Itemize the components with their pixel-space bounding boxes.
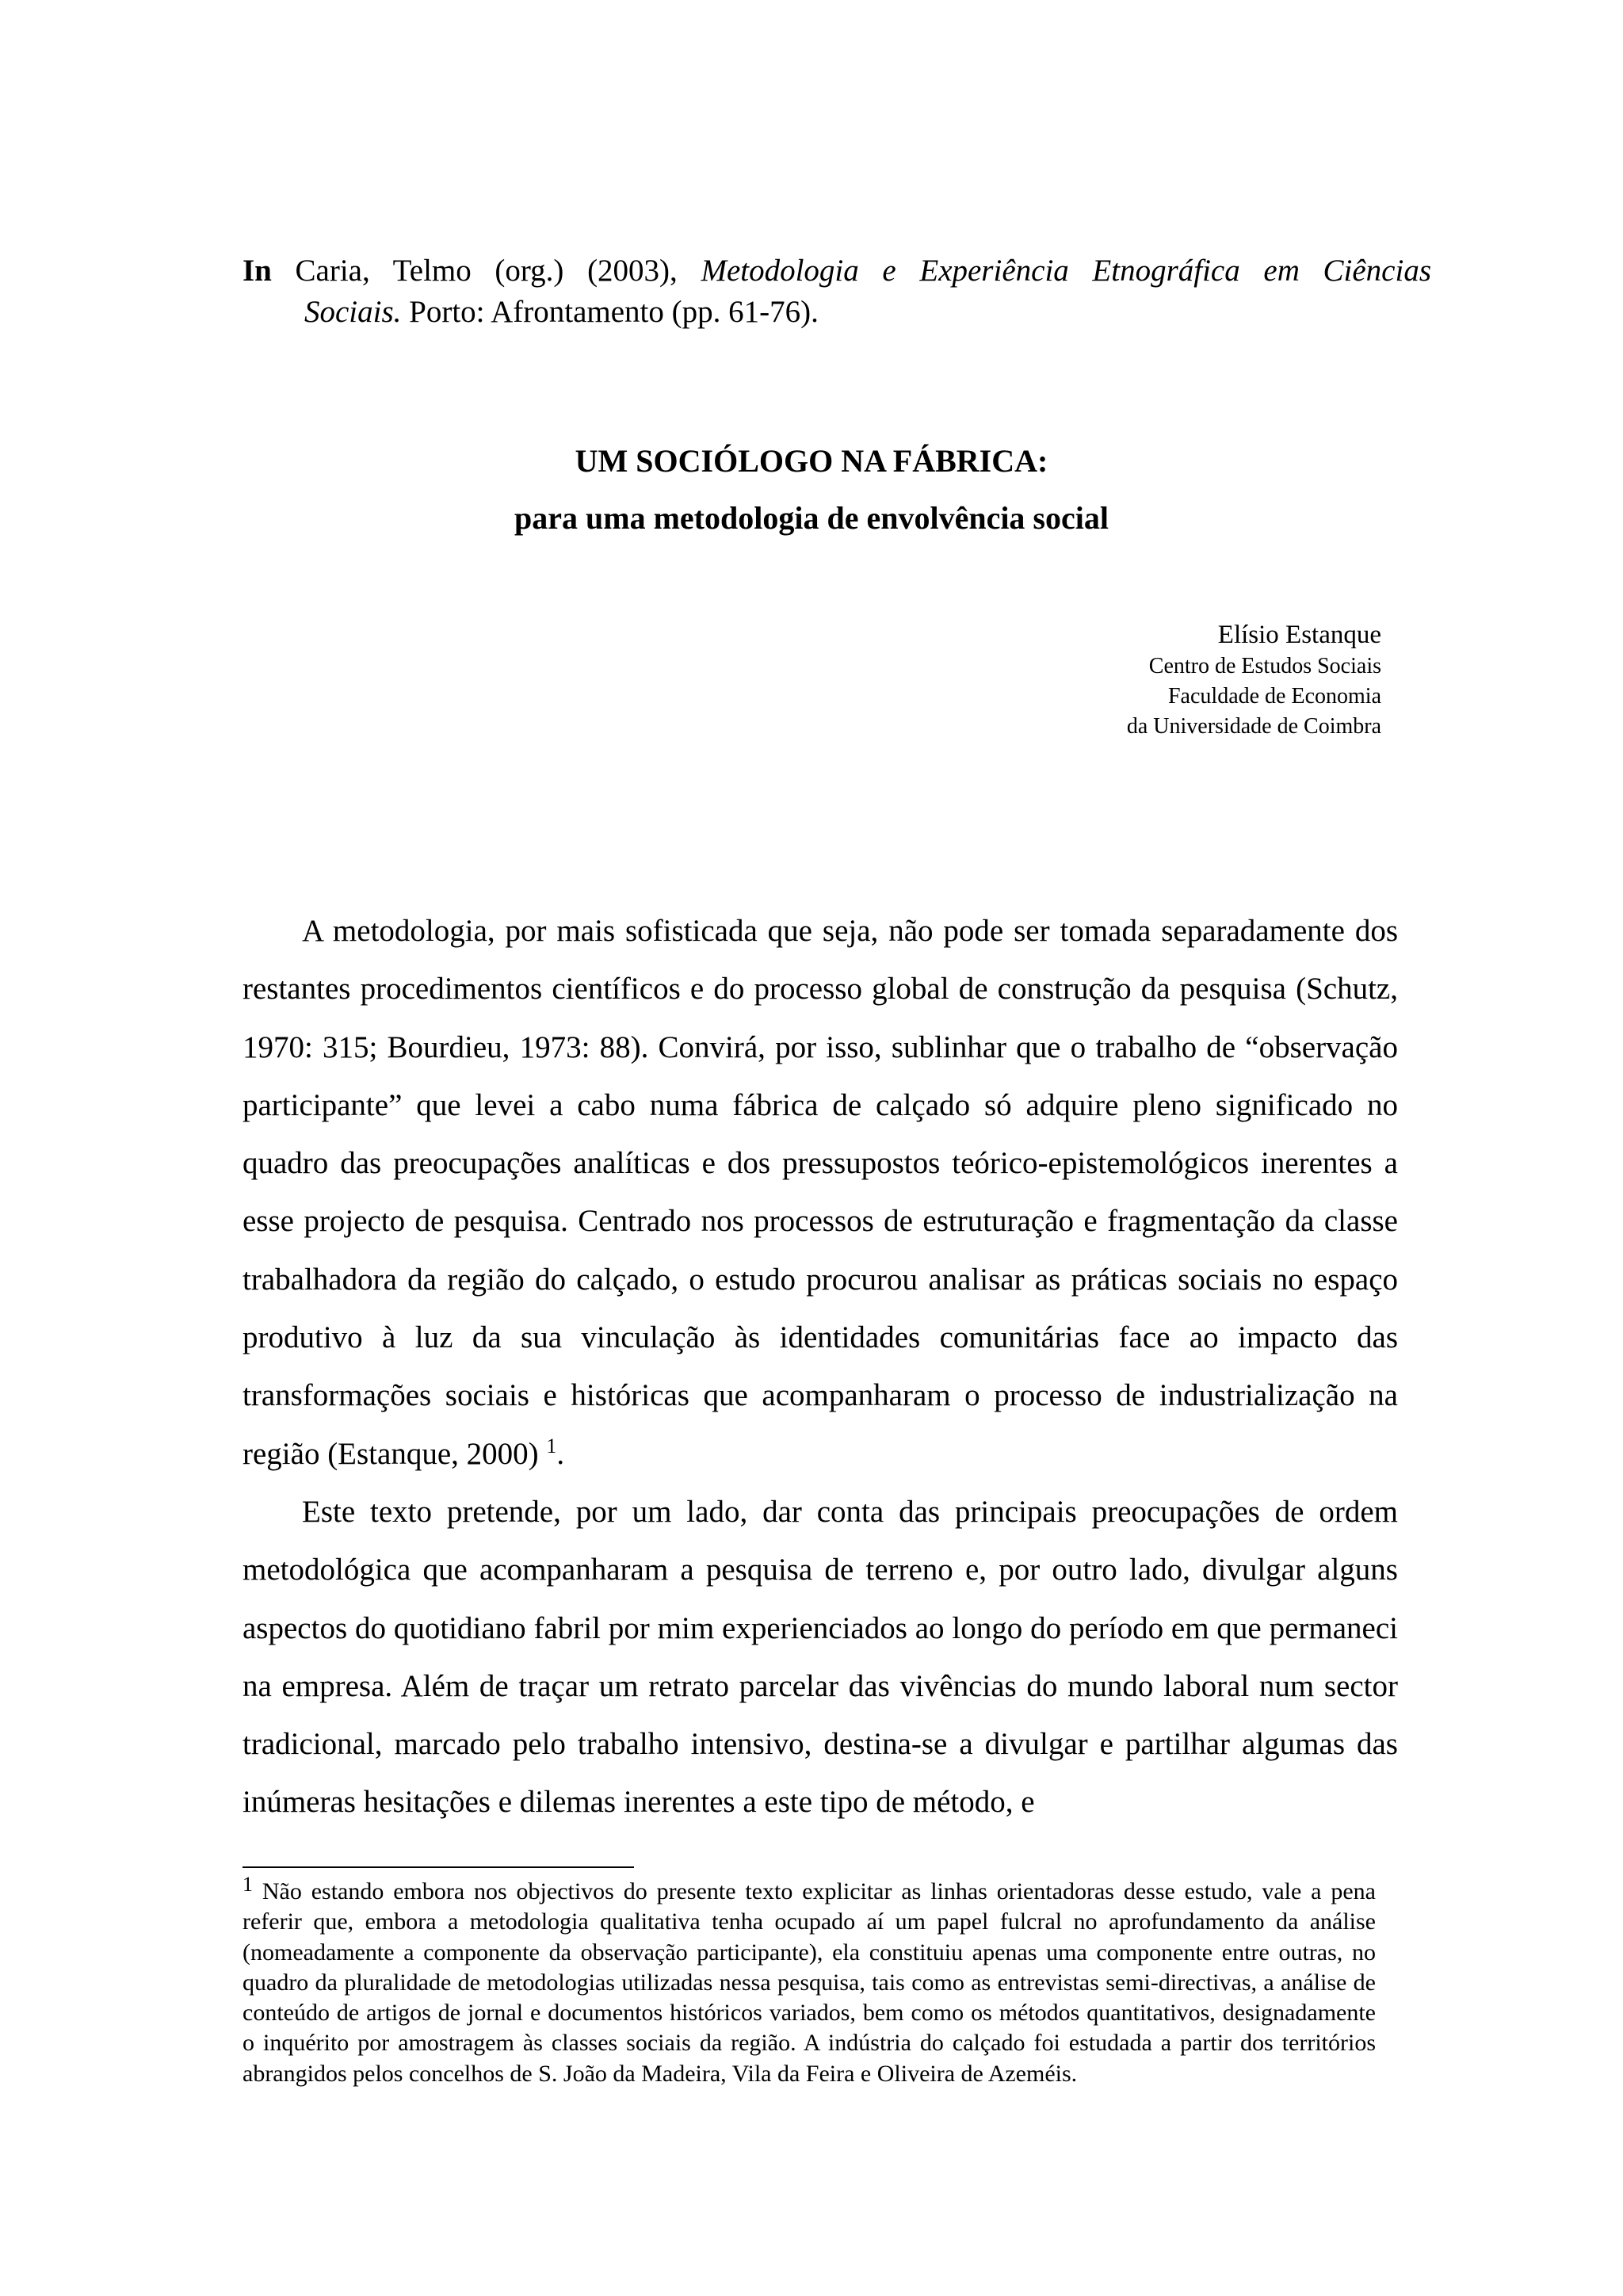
- author-block: [1127, 618, 1381, 742]
- footnote-text: Não estando embora nos objectivos do presente texto explicitar as linhas orientadoras desse estudo, vale a pena referir que, embora a metodologia qualitativa tenha ocupado aí um papel fulcral no aprofundamento da análise (nomeadamente a componente da observação participante), ela constituiu apenas uma componente entre outras, no quadro da pluralidade de metodologias utilizadas nessa pesquisa, tais como as entrevistas semi-directivas, a análise de conteúdo de artigos de jornal e documentos históricos variados, bem como os métodos quantitativos, designadamente o inquérito por amostragem às classes sociais da região. A indústria do calçado foi estudada a partir dos territórios abrangidos pelos concelhos de S. João da Madeira, Vila da Feira e Oliveira de Azeméis.: [242, 1878, 1376, 2087]
- citation-book-title: Metodologia e Experiência Etnográfica em Ciências: [701, 254, 1431, 288]
- citation-book-title-end: Sociais.: [304, 295, 402, 329]
- citation-authors: Caria, Telmo (org.) (2003),: [295, 254, 678, 288]
- article-title: UM SOCIÓLOGO NA FÁBRICA:: [575, 443, 1048, 479]
- paragraph-text: A metodologia, por mais sofisticada que seja, não pode ser tomada separadamente dos restantes procedimentos científicos e do processo global de construção da pesquisa (Schutz, 1970: 315; Bourdieu, 1973: 88). Convirá, por isso, sublinhar que o trabalho de “observação participante” que levei a cabo numa fábrica de calçado só adquire pleno significado no quadro das preocupações analíticas e dos pressupostos teórico-epistemológicos inerentes a esse projecto de pesquisa. Centrado nos processos de estruturação e fragmentação da classe trabalhadora da região do calçado, o estudo procurou analisar as práticas sociais no espaço produtivo à luz da sua vinculação às identidades comunitárias face ao impacto das transformações sociais e históricas que acompanharam o processo de industrialização na região (Estanque, 2000): [242, 914, 1398, 1471]
- citation-line-2: [304, 292, 819, 333]
- citation-prefix: In: [242, 254, 272, 288]
- author-name: Elísio Estanque: [1217, 621, 1381, 649]
- footnote-reference[interactable]: 1: [546, 1434, 557, 1457]
- article-subtitle: para uma metodologia de envolvência social: [514, 500, 1109, 536]
- citation-publisher: Porto: Afrontamento (pp. 61-76).: [409, 295, 819, 329]
- footnote-number: 1: [242, 1873, 253, 1896]
- paragraph-end: .: [556, 1436, 565, 1471]
- author-affiliation-line: Faculdade de Economia: [1167, 684, 1381, 709]
- footnote: [242, 1873, 1376, 2089]
- author-affiliation-line: da Universidade de Coimbra: [1126, 714, 1381, 739]
- body-text: [242, 902, 1398, 1832]
- author-affiliation-line: Centro de Estudos Sociais: [1148, 654, 1381, 678]
- citation-line-1: [242, 250, 1431, 292]
- paragraph: [242, 902, 1398, 1483]
- footnote-divider: [242, 1866, 634, 1868]
- paragraph: Este texto pretende, por um lado, dar conta das principais preocupações de ordem metodológica que acompanharam a pesquisa de terreno e, por outro lado, divulgar alguns aspectos do quotidiano fabril por mim experienciados ao longo do período em que permaneci na empresa. Além de traçar um retrato parcelar das vivências do mundo laboral num sector tradicional, marcado pelo trabalho intensivo, destina-se a divulgar e partilhar algumas das inúmeras hesitações e dilemas inerentes a este tipo de método, e: [242, 1494, 1398, 1820]
